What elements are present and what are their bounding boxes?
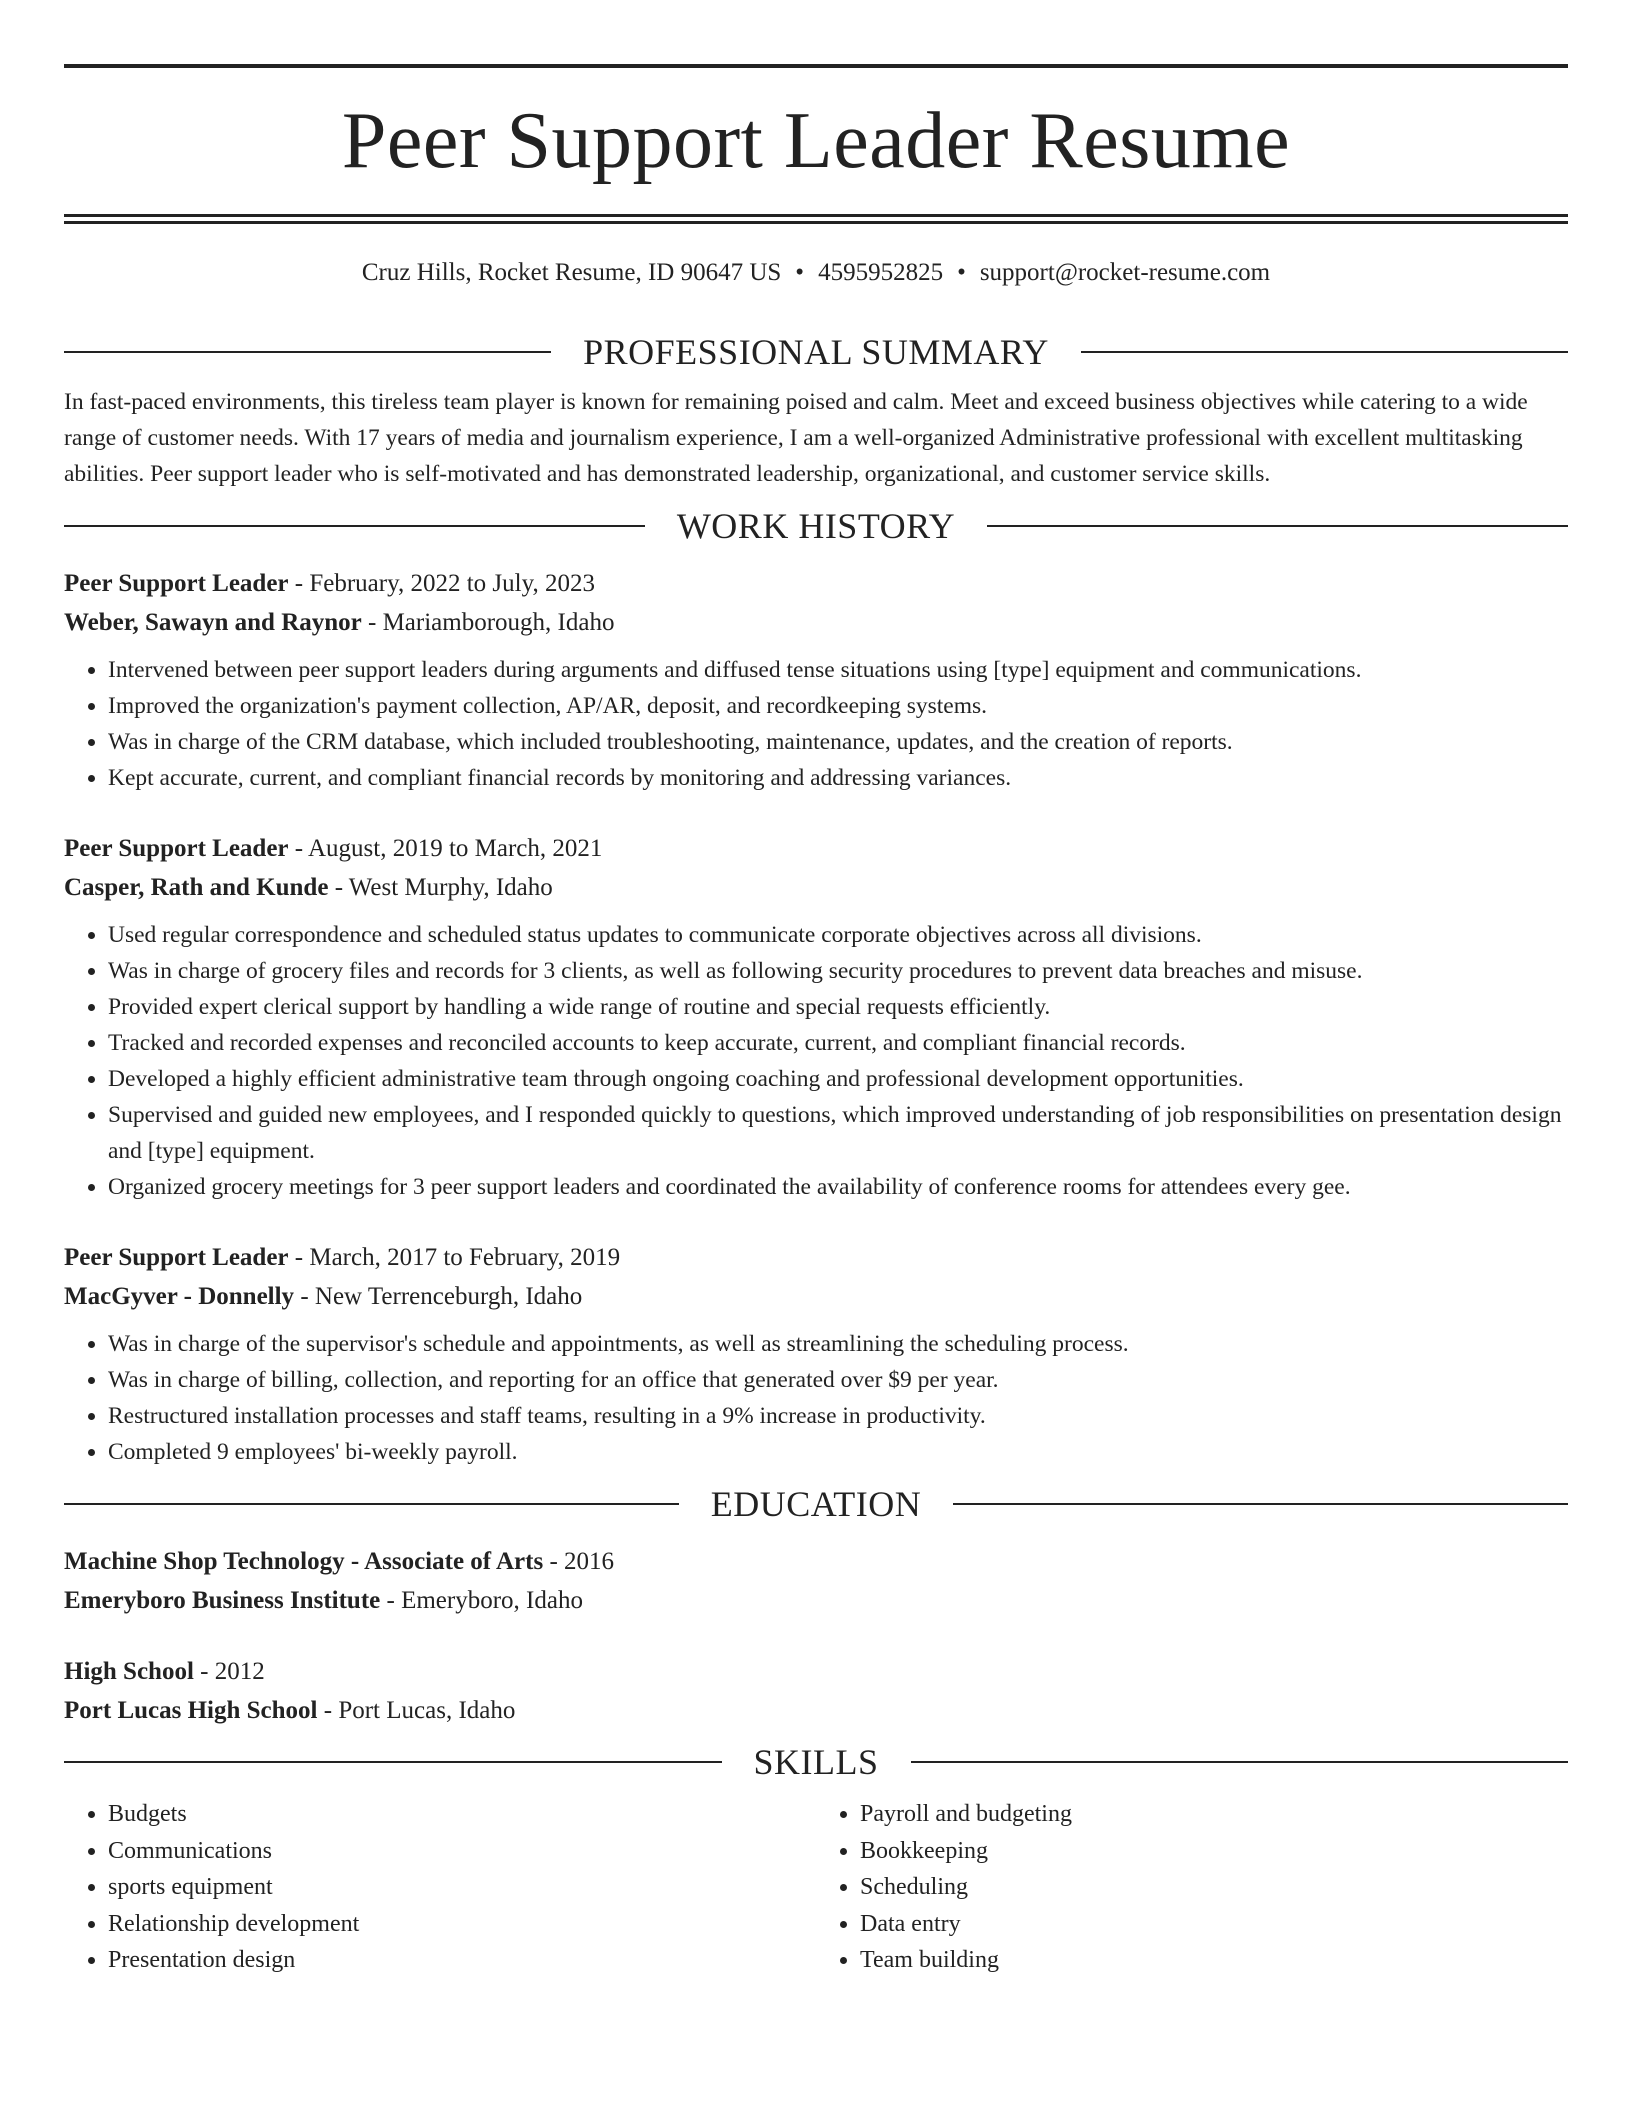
section-title: EDUCATION: [710, 1484, 922, 1524]
education-degree-line: [64, 1652, 1568, 1691]
skill-item: • Budgets: [108, 1796, 816, 1833]
list-item: • Used regular correspondence and scheduled status updates to communicate corporate objectives across all divisions.: [108, 917, 1568, 953]
job-dates: - March, 2017 to February, 2019: [288, 1244, 621, 1271]
heading-rule: [1081, 351, 1568, 353]
contact-separator: •: [957, 259, 966, 286]
job-bullets: [64, 652, 1568, 796]
education-entry: [64, 1652, 1568, 1730]
education-degree-line: [64, 1542, 1568, 1581]
job-title: Peer Support Leader: [64, 835, 289, 862]
skills-grid: [64, 1796, 1568, 1979]
skill-item: • Payroll and budgeting: [860, 1796, 1568, 1833]
list-item: • Improved the organization's payment collection, AP/AR, deposit, and recordkeeping systems.: [108, 688, 1568, 724]
job-entry: [64, 829, 1568, 1205]
job-company: Weber, Sawayn and Raynor: [64, 609, 362, 636]
job-location: - Mariamborough, Idaho: [361, 609, 615, 636]
contact-email[interactable]: support@rocket-resume.com: [979, 259, 1271, 286]
skills-column-left: [64, 1796, 816, 1979]
contact-address: Cruz Hills, Rocket Resume, ID 90647 US: [361, 259, 782, 286]
job-company-line: [64, 603, 1568, 642]
skills-column-right: [816, 1796, 1568, 1979]
contact-line: [64, 257, 1568, 289]
section-heading-education: [64, 1482, 1568, 1526]
heading-rule: [953, 1503, 1568, 1505]
list-item: • Restructured installation processes and staff teams, resulting in a 9% increase in productivity.: [108, 1398, 1568, 1434]
list-item: • Developed a highly efficient administrative team through ongoing coaching and professional development opportunities.: [108, 1061, 1568, 1097]
list-item: • Was in charge of the supervisor's schedule and appointments, as well as streamlining the scheduling process.: [108, 1326, 1568, 1362]
education-degree: Machine Shop Technology - Associate of Arts: [64, 1548, 544, 1575]
education-location: - Port Lucas, Idaho: [317, 1697, 516, 1724]
title-double-rule: [64, 214, 1568, 224]
contact-phone: 4595952825: [818, 259, 944, 286]
section-title: PROFESSIONAL SUMMARY: [583, 332, 1049, 372]
job-location: - New Terrenceburgh, Idaho: [294, 1283, 583, 1310]
top-rule: [64, 64, 1568, 68]
list-item: • Tracked and recorded expenses and reconciled accounts to keep accurate, current, and compliant financial records.: [108, 1025, 1568, 1061]
heading-rule: [64, 525, 645, 527]
skill-item: • sports equipment: [108, 1869, 816, 1906]
heading-rule: [64, 1503, 679, 1505]
list-item: • Was in charge of billing, collection, and reporting for an office that generated over $9 per year.: [108, 1362, 1568, 1398]
page-title: Peer Support Leader Resume: [341, 97, 1291, 185]
job-dates: - August, 2019 to March, 2021: [288, 835, 603, 862]
job-company: Casper, Rath and Kunde: [64, 874, 329, 901]
section-heading-summary: [64, 330, 1568, 374]
education-school-line: [64, 1691, 1568, 1730]
education-year: - 2016: [543, 1548, 615, 1575]
job-company: MacGyver - Donnelly: [64, 1283, 295, 1310]
job-bullets: [64, 1326, 1568, 1470]
education-school: Emeryboro Business Institute: [64, 1587, 381, 1614]
education-location: - Emeryboro, Idaho: [380, 1587, 583, 1614]
section-heading-work: [64, 504, 1568, 548]
education-school-line: [64, 1581, 1568, 1620]
heading-rule: [64, 351, 551, 353]
section-heading-skills: [64, 1740, 1568, 1784]
heading-rule: [64, 1761, 722, 1763]
job-entry: [64, 564, 1568, 796]
list-item: • Organized grocery meetings for 3 peer support leaders and coordinated the availability of conference rooms for attendees every gee.: [108, 1169, 1568, 1205]
section-title: WORK HISTORY: [676, 506, 956, 546]
skill-item: • Presentation design: [108, 1942, 816, 1979]
job-company-line: [64, 1277, 1568, 1316]
heading-rule: [911, 1761, 1569, 1763]
skill-item: • Scheduling: [860, 1869, 1568, 1906]
job-location: - West Murphy, Idaho: [328, 874, 553, 901]
job-bullets: [64, 917, 1568, 1205]
list-item: • Provided expert clerical support by handling a wide range of routine and special requests efficiently.: [108, 989, 1568, 1025]
education-school: Port Lucas High School: [64, 1697, 318, 1724]
job-dates: - February, 2022 to July, 2023: [288, 570, 595, 597]
contact-separator: •: [795, 259, 805, 286]
list-item: • Kept accurate, current, and compliant financial records by monitoring and addressing variances.: [108, 760, 1568, 796]
list-item: • Was in charge of the CRM database, which included troubleshooting, maintenance, updates, and the creation of reports.: [108, 724, 1568, 760]
skill-item: • Bookkeeping: [860, 1833, 1568, 1870]
resume-sheet: [64, 64, 1568, 1979]
summary-paragraph: In fast-paced environments, this tireless team player is known for remaining poised and calm. Meet and exceed business objectives while catering to a wide range of customer needs. With 17 years of media and journalism experience, I am a well-organized Administrative professional with excellent multitasking abilities. Peer support leader who is self-motivated and has demonstrated leadership, organizational, and customer service skills.: [64, 389, 1528, 487]
list-item: • Completed 9 employees' bi-weekly payroll.: [108, 1434, 1568, 1470]
job-title-line: [64, 564, 1568, 603]
job-company-line: [64, 868, 1568, 907]
list-item: • Intervened between peer support leaders during arguments and diffused tense situations using [type] equipment and communications.: [108, 652, 1568, 688]
job-title-line: [64, 829, 1568, 868]
list-item: • Supervised and guided new employees, and I responded quickly to questions, which improved understanding of job responsibilities on presentation design and [type] equipment.: [108, 1097, 1568, 1169]
skill-item: • Data entry: [860, 1906, 1568, 1943]
section-title: SKILLS: [753, 1742, 879, 1782]
skill-item: • Communications: [108, 1833, 816, 1870]
skill-item: • Team building: [860, 1942, 1568, 1979]
education-degree: High School: [64, 1658, 194, 1685]
job-title-line: [64, 1238, 1568, 1277]
job-entry: [64, 1238, 1568, 1470]
heading-rule: [987, 525, 1568, 527]
skill-item: • Relationship development: [108, 1906, 816, 1943]
education-entry: [64, 1542, 1568, 1620]
education-year: - 2012: [193, 1658, 265, 1685]
list-item: • Was in charge of grocery files and records for 3 clients, as well as following security procedures to prevent data breaches and misuse.: [108, 953, 1568, 989]
job-title: Peer Support Leader: [64, 570, 289, 597]
job-title: Peer Support Leader: [64, 1244, 289, 1271]
